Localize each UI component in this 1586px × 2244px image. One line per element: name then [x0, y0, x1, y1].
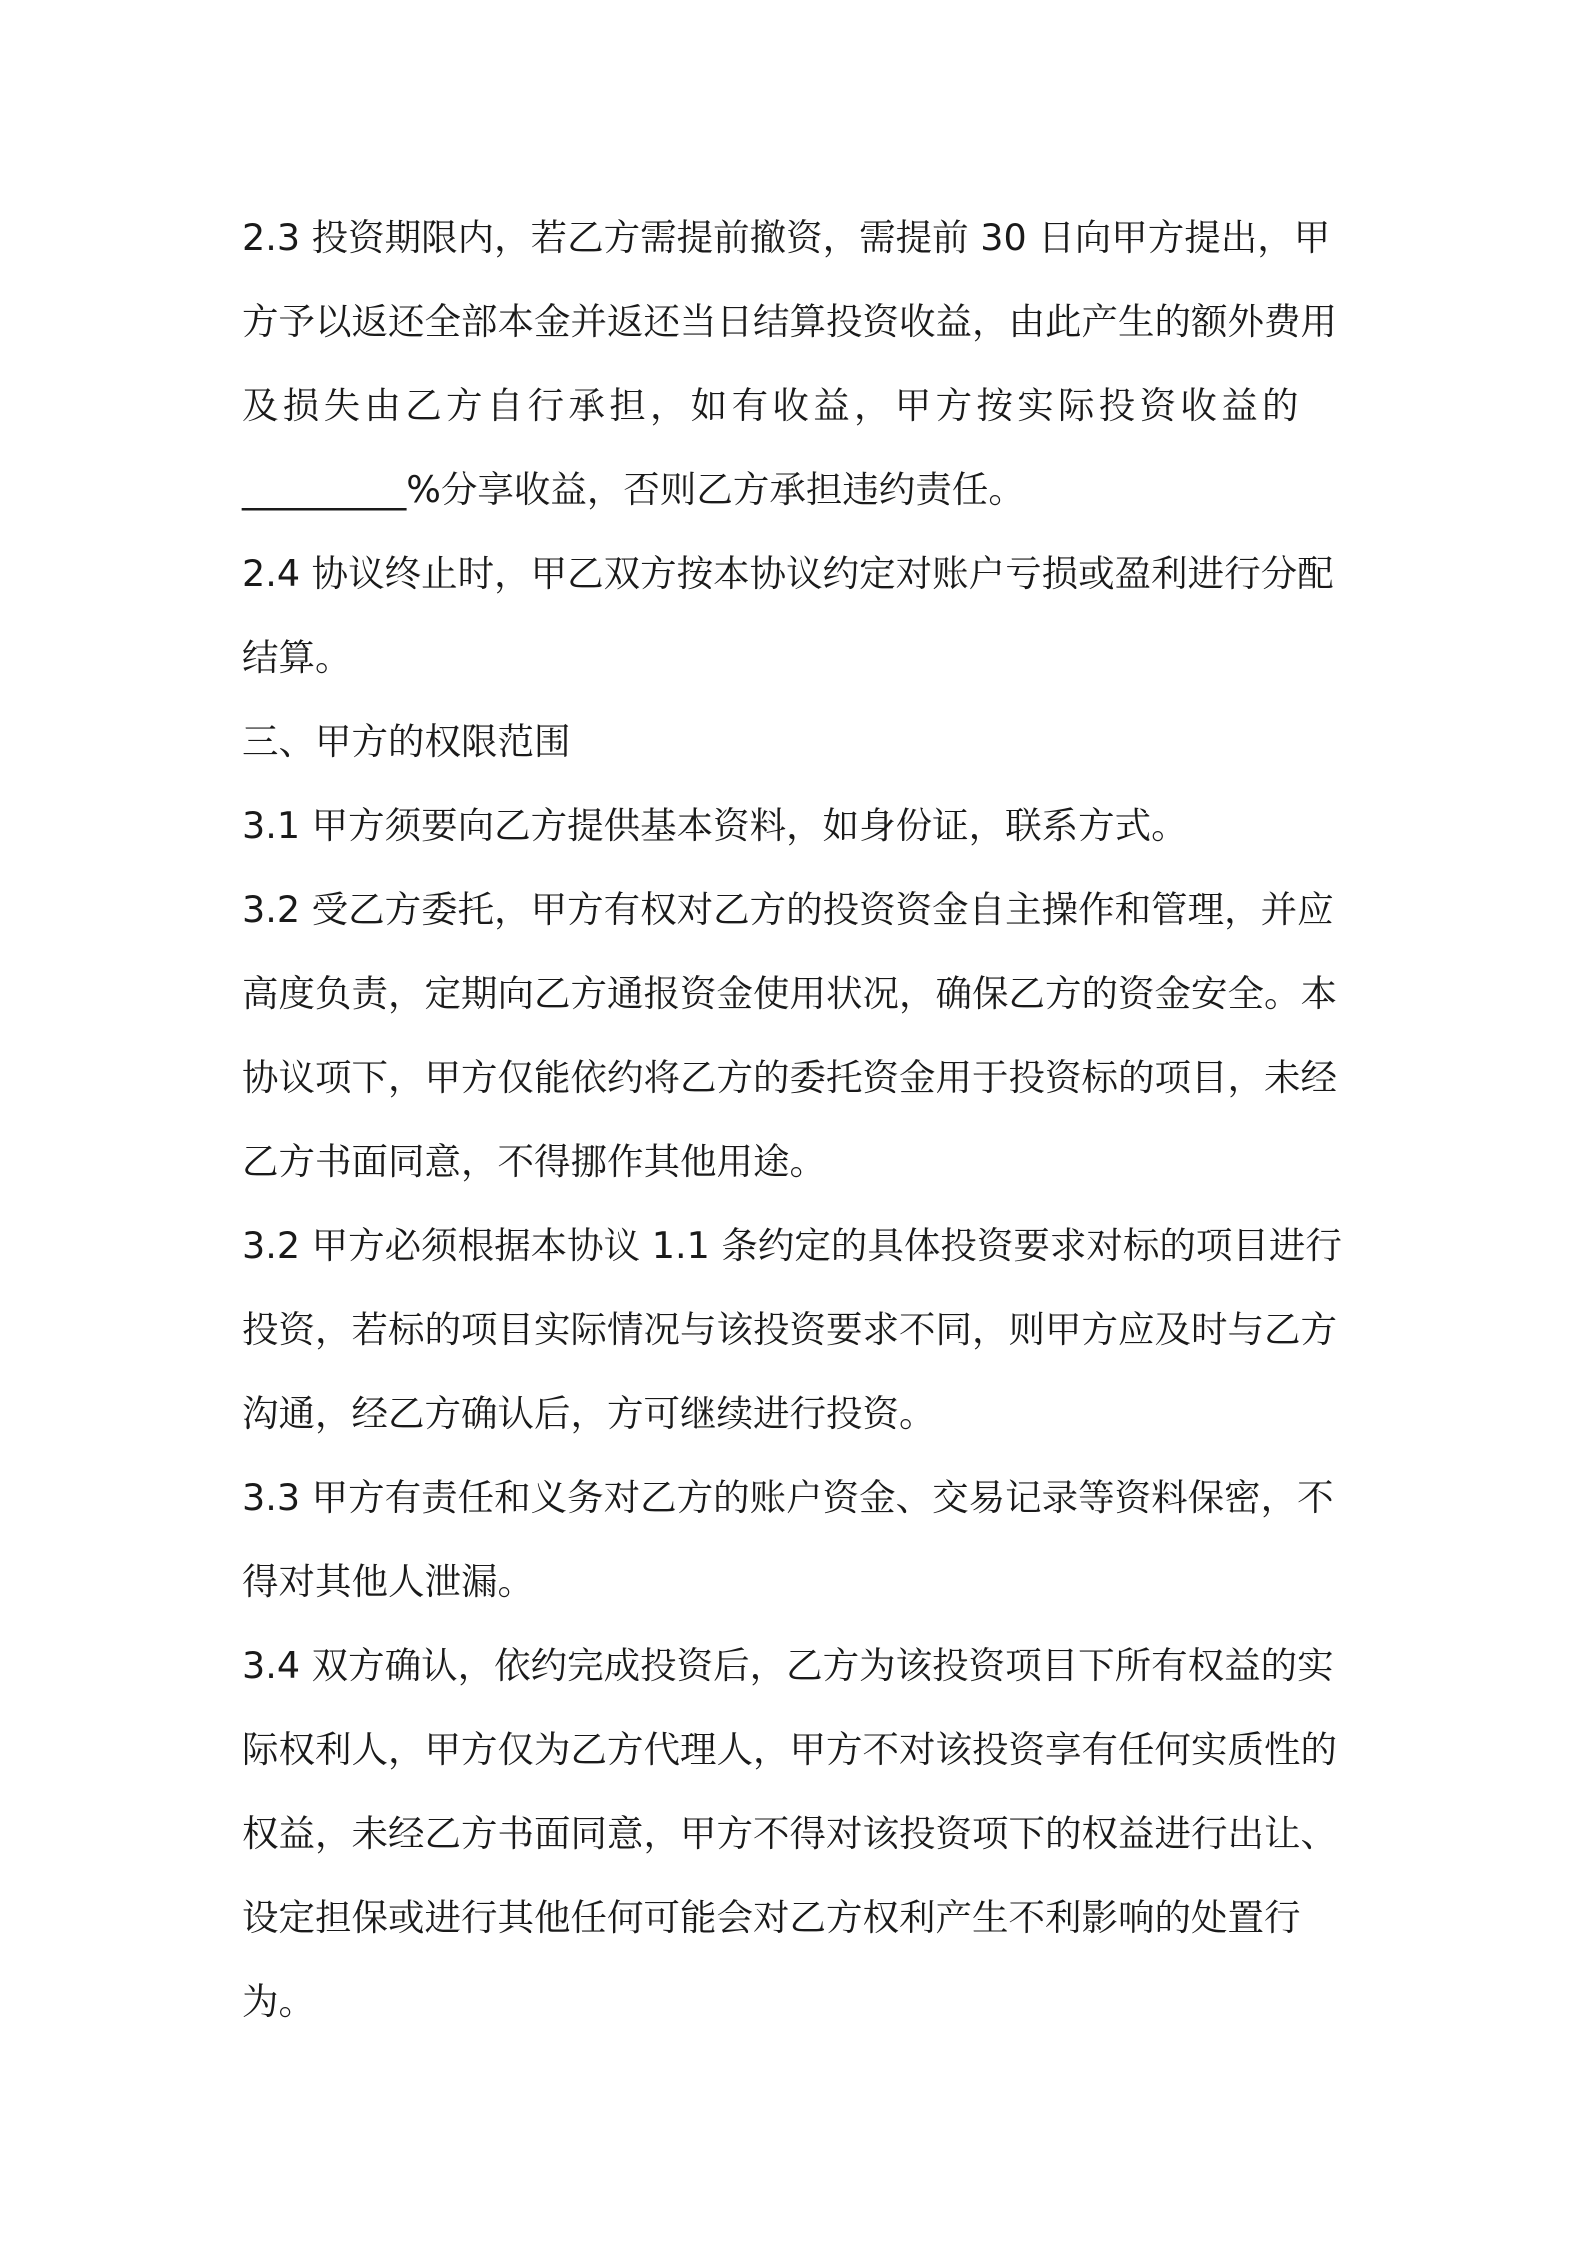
clause-3-2-b: [242, 1204, 1352, 1456]
text-line: 3.3 甲方有责任和义务对乙方的账户资金、交易记录等资料保密，不: [242, 1476, 1334, 1519]
text-line: 3.4 双方确认，依约完成投资后，乙方为该投资项目下所有权益的实: [242, 1644, 1334, 1687]
clause-3-1: [242, 784, 1352, 868]
text-line: 得对其他人泄漏。: [242, 1560, 534, 1603]
clause-2-4: [242, 532, 1352, 700]
clause-3-2-a: [242, 868, 1352, 1204]
text-line: 为。: [242, 1980, 315, 2023]
clause-3-3: [242, 1456, 1352, 1624]
text-line: 3.1 甲方须要向乙方提供基本资料，如身份证，联系方式。: [242, 804, 1188, 847]
text-line: 3.2 受乙方委托，甲方有权对乙方的投资资金自主操作和管理，并应: [242, 888, 1334, 931]
text-line: _________%分享收益，否则乙方承担违约责任。: [242, 468, 1025, 511]
document-body: [242, 196, 1352, 2044]
text-line: 沟通，经乙方确认后，方可继续进行投资。: [242, 1392, 936, 1435]
text-line: 及损失由乙方自行承担，如有收益，甲方按实际投资收益的: [242, 384, 1303, 427]
clause-2-3: [242, 196, 1352, 532]
text-line: 高度负责，定期向乙方通报资金使用状况，确保乙方的资金安全。本: [242, 972, 1337, 1015]
text-line: 方予以返还全部本金并返还当日结算投资收益，由此产生的额外费用: [242, 300, 1337, 343]
section-heading-3: [242, 700, 1352, 784]
text-line: 际权利人，甲方仅为乙方代理人，甲方不对该投资享有任何实质性的: [242, 1728, 1337, 1771]
text-line: 乙方书面同意，不得挪作其他用途。: [242, 1140, 826, 1183]
text-line: 2.3 投资期限内，若乙方需提前撤资，需提前 30 日向甲方提出，甲: [242, 216, 1331, 259]
text-line: 3.2 甲方必须根据本协议 1.1 条约定的具体投资要求对标的项目进行: [242, 1224, 1342, 1267]
text-line: 权益，未经乙方书面同意，甲方不得对该投资项下的权益进行出让、: [242, 1812, 1337, 1855]
clause-3-4: [242, 1624, 1352, 2044]
text-line: 投资，若标的项目实际情况与该投资要求不同，则甲方应及时与乙方: [242, 1308, 1337, 1351]
text-line: 结算。: [242, 636, 352, 679]
text-line: 协议项下，甲方仅能依约将乙方的委托资金用于投资标的项目，未经: [242, 1056, 1337, 1099]
text-line: 设定担保或进行其他任何可能会对乙方权利产生不利影响的处置行: [242, 1896, 1301, 1939]
section-heading: 三、甲方的权限范围: [242, 720, 571, 763]
text-line: 2.4 协议终止时，甲乙双方按本协议约定对账户亏损或盈利进行分配: [242, 552, 1334, 595]
